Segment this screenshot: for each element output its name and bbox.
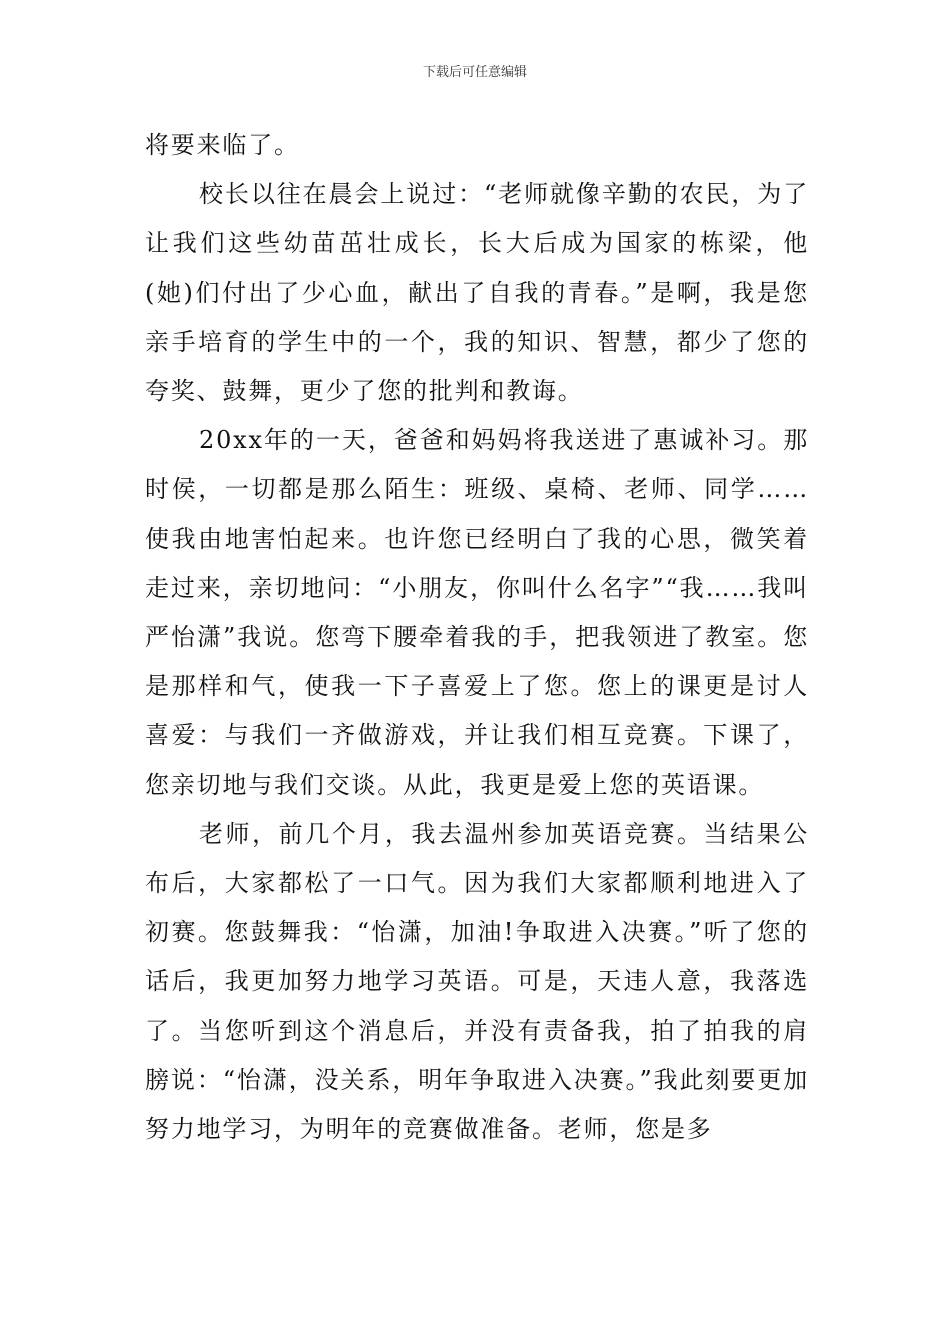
page-header: 下载后可任意编辑 bbox=[422, 65, 527, 80]
paragraph-1: 将要来临了。 bbox=[145, 131, 300, 159]
paragraph-2: 校长以往在晨会上说过：“老师就像辛勤的农民，为了让我们这些幼苗茁壮成长，长大后成为国家的栋梁，他(她)们付出了少心血，献出了自我的青春。”是啊，我是您亲手培育的学生中的一个，我的知识、智慧，都少了您的夸奖、鼓舞，更少了您的批判和教诲。 bbox=[145, 180, 809, 406]
document-body bbox=[145, 121, 809, 1154]
paragraph-4: 老师，前几个月，我去温州参加英语竞赛。当结果公布后，大家都松了一口气。因为我们大家都顺利地进入了初赛。您鼓舞我：“怡潇，加油!争取进入决赛。”听了您的话后，我更加努力地学习英语。可是，天违人意，我落选了。当您听到这个消息后，并没有责备我，拍了拍我的肩膀说：“怡潇，没关系，明年争取进入决赛。”我此刻要更加努力地学习，为明年的竞赛做准备。老师，您是多 bbox=[145, 819, 809, 1144]
paragraph-3: 20xx年的一天，爸爸和妈妈将我送进了惠诚补习。那时侯，一切都是那么陌生：班级、桌椅、老师、同学……使我由地害怕起来。也许您已经明白了我的心思，微笑着走过来，亲切地问：“小朋友，你叫什么名字”“我……我叫严怡潇”我说。您弯下腰牵着我的手，把我领进了教室。您是那样和气，使我一下子喜爱上了您。您上的课更是讨人喜爱：与我们一齐做游戏，并让我们相互竞赛。下课了，您亲切地与我们交谈。从此，我更是爱上您的英语课。 bbox=[145, 426, 809, 799]
